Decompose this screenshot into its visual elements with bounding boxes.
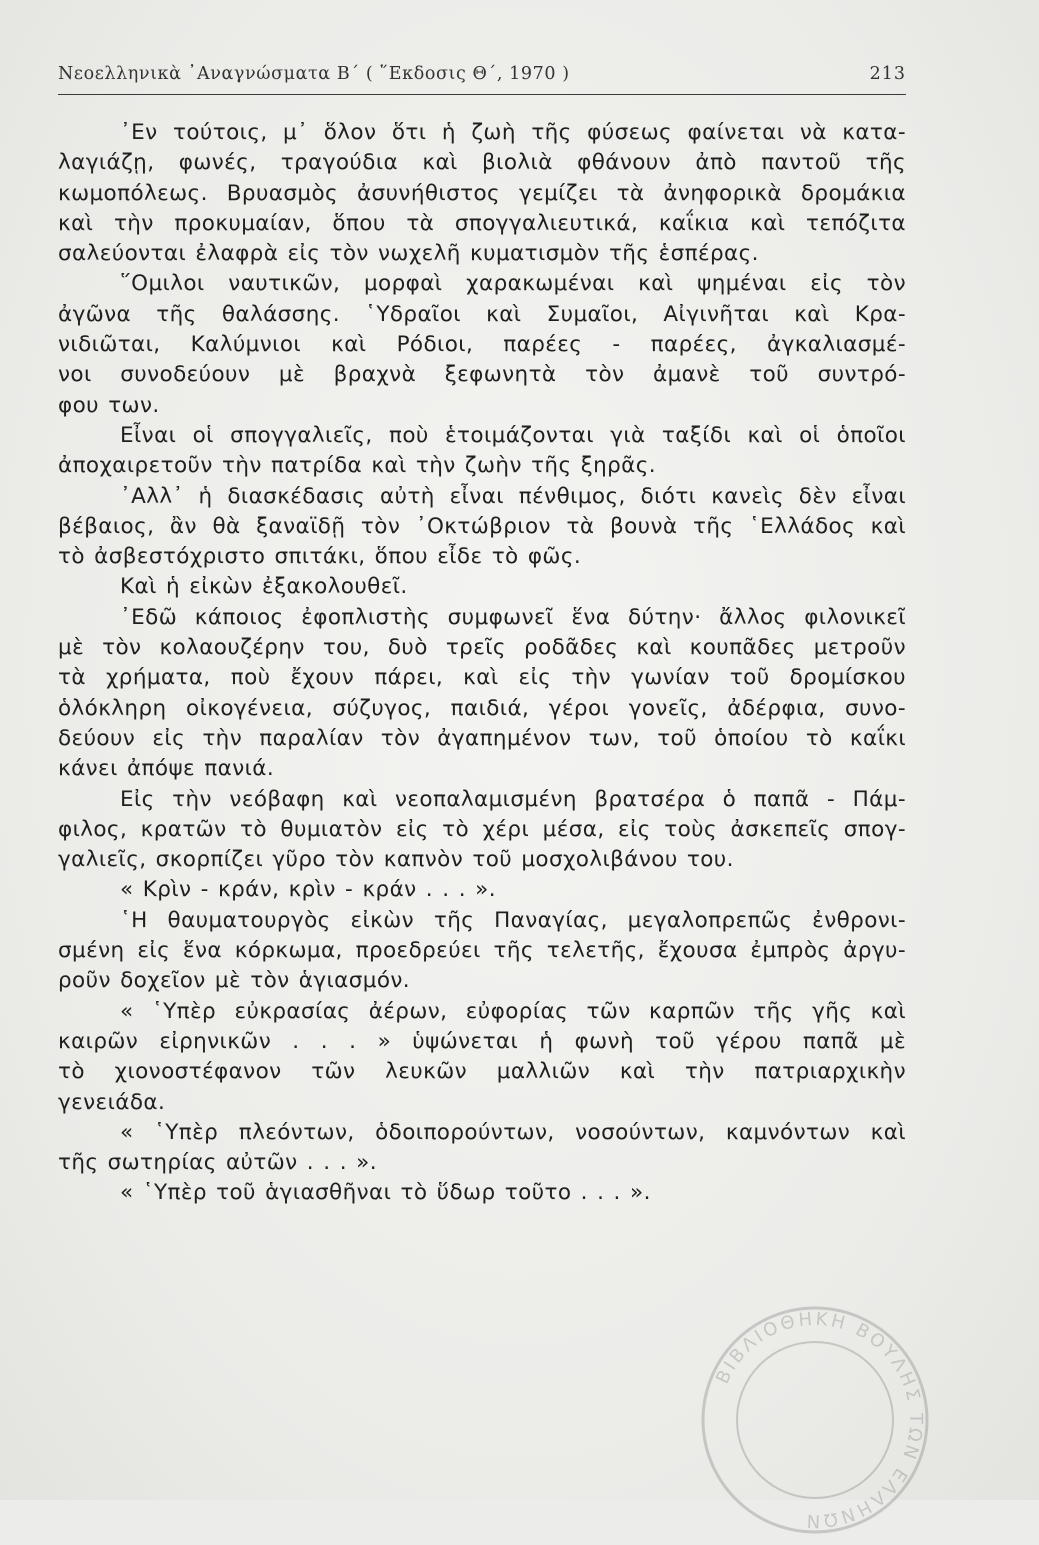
text-line: κωμοπόλεως. Βρυασμὸς ἀσυνήθιστος γεμίζει τὰ ἀνηφορικὰ δρομάκια	[58, 180, 906, 206]
text-line: βέβαιος, ἂν θὰ ξαναϊδῇ τὸν ᾿Οκτώβριον τὰ βουνὰ τῆς ῾Ελλάδος καὶ	[58, 513, 906, 539]
text-line: ροῦν δοχεῖον μὲ τὸν ἁγιασμόν.	[58, 968, 411, 994]
text-line: ἀγῶνα τῆς θαλάσσης. ῾Υδραῖοι καὶ Συμαῖοι, Αἰγινῆται καὶ Κρα-	[58, 301, 906, 327]
text-line: νοι συνοδεύουν μὲ βραχνὰ ξεφωνητὰ τὸν ἀμανὲ τοῦ συντρό-	[58, 362, 906, 388]
text-line: ᾿Αλλ᾿ ἡ διασκέδασις αὐτὴ εἶναι πένθιμος, διότι κανεὶς δὲν εἶναι	[120, 483, 906, 509]
text-line: τὰ χρήματα, ποὺ ἔχουν πάρει, καὶ εἰς τὴν γωνίαν τοῦ δρομίσκου	[58, 665, 906, 691]
text-line: « ῾Υπὲρ εὐκρασίας ἀέρων, εὐφορίας τῶν καρπῶν τῆς γῆς καὶ	[120, 998, 906, 1024]
page-header	[58, 58, 906, 94]
text-line: « ῾Υπὲρ τοῦ ἁγιασθῆναι τὸ ὕδωρ τοῦτο . . . ».	[120, 1180, 651, 1206]
text-line: τῆς σωτηρίας αὐτῶν . . . ».	[58, 1150, 377, 1176]
text-line: λαγιάζῃ, φωνές, τραγούδια καὶ βιολιὰ φθάνουν ἀπὸ παντοῦ τῆς	[58, 150, 906, 176]
text-line: καιρῶν εἰρηνικῶν . . . » ὑψώνεται ἡ φωνὴ τοῦ γέρου παπᾶ μὲ	[58, 1028, 906, 1054]
stamp-text: ΒΙΒΛΙΟΘΗΚΗ ΒΟΥΛΗΣ ΤΩΝ ΕΛΛΗΝΩΝ	[712, 1308, 927, 1532]
text-line: Καὶ ἡ εἰκὼν ἐξακολουθεῖ.	[120, 574, 408, 600]
text-line: « Κρὶν - κράν, κρὶν - κράν . . . ».	[120, 877, 496, 903]
text-line: σαλεύονται ἐλαφρὰ εἰς τὸν νωχελῆ κυματισμὸν τῆς ἑσπέρας.	[58, 241, 759, 267]
text-line: ῞Ομιλοι ναυτικῶν, μορφαὶ χαρακωμέναι καὶ ψημέναι εἰς τὸν	[120, 271, 906, 297]
header-rule	[58, 94, 906, 95]
text-line: Εἰς τὴν νεόβαφη καὶ νεοπαλαμισμένη βρατσέρα ὁ παπᾶ - Πάμ-	[120, 786, 906, 812]
text-line: ἀποχαιρετοῦν τὴν πατρίδα καὶ τὴν ζωὴν τῆς ξηρᾶς.	[58, 453, 656, 479]
text-line: γαλιεῖς, σκορπίζει γῦρο τὸν καπνὸν τοῦ μοσχολιβάνου του.	[58, 847, 734, 873]
body-text	[58, 118, 906, 1209]
text-line: φου των.	[58, 392, 160, 418]
text-line: φιλος, κρατῶν τὸ θυμιατὸν εἰς τὸ χέρι μέσα, εἰς τοὺς ἀσκεπεῖς σπογ-	[58, 816, 906, 842]
text-line: τὸ ἀσβεστόχριστο σπιτάκι, ὅπου εἶδε τὸ φῶς.	[58, 544, 582, 570]
running-head: Νεοελληνικὰ ᾿Αναγνώσματα Β΄ ( ῞Εκδοσις Θ΄, 1970 )	[58, 64, 570, 84]
text-line: ᾿Εδῶ κάποιος ἐφοπλιστὴς συμφωνεῖ ἕνα δύτην· ἄλλος φιλονικεῖ	[120, 604, 906, 630]
text-line: γενειάδα.	[58, 1089, 166, 1115]
text-line: σμένη εἰς ἕνα κόρκωμα, προεδρεύει τῆς τελετῆς, ἔχουσα ἐμπρὸς ἀργυ-	[58, 938, 906, 964]
text-line: καὶ τὴν προκυμαίαν, ὅπου τὰ σπογγαλιευτικά, καΐκια καὶ τεπόζιτα	[58, 210, 906, 236]
text-line: νιδιῶται, Καλύμνιοι καὶ Ρόδιοι, παρέες - παρέες, ἀγκαλιασμέ-	[58, 332, 906, 358]
text-line: Εἶναι οἱ σπογγαλιεῖς, ποὺ ἑτοιμάζονται γιὰ ταξίδι καὶ οἱ ὁποῖοι	[120, 422, 906, 448]
text-line: « ῾Υπὲρ πλεόντων, ὁδοιπορούντων, νοσούντων, καμνόντων καὶ	[120, 1119, 906, 1145]
text-line: ῾Η θαυματουργὸς εἰκὼν τῆς Παναγίας, μεγαλοπρεπῶς ἐνθρονι-	[120, 907, 906, 933]
library-stamp	[690, 1295, 940, 1545]
text-line: τὸ χιονοστέφανον τῶν λευκῶν μαλλιῶν καὶ τὴν πατριαρχικὴν	[58, 1059, 906, 1085]
text-line: μὲ τὸν κολαουζέρην του, δυὸ τρεῖς ροδᾶδες καὶ κουπᾶδες μετροῦν	[58, 635, 906, 661]
page-number: 213	[869, 64, 906, 84]
text-line: ᾿Εν τούτοις, μ᾿ ὅλον ὅτι ἡ ζωὴ τῆς φύσεως φαίνεται νὰ κατα-	[120, 120, 906, 145]
text-line: ὁλόκληρη οἰκογένεια, σύζυγος, παιδιά, γέροι γονεῖς, ἀδέρφια, συνο-	[58, 695, 906, 721]
text-line: δεύουν εἰς τὴν παραλίαν τὸν ἀγαπημένον των, τοῦ ὁποίου τὸ καΐκι	[58, 725, 906, 751]
text-line: κάνει ἀπόψε πανιά.	[58, 756, 275, 782]
